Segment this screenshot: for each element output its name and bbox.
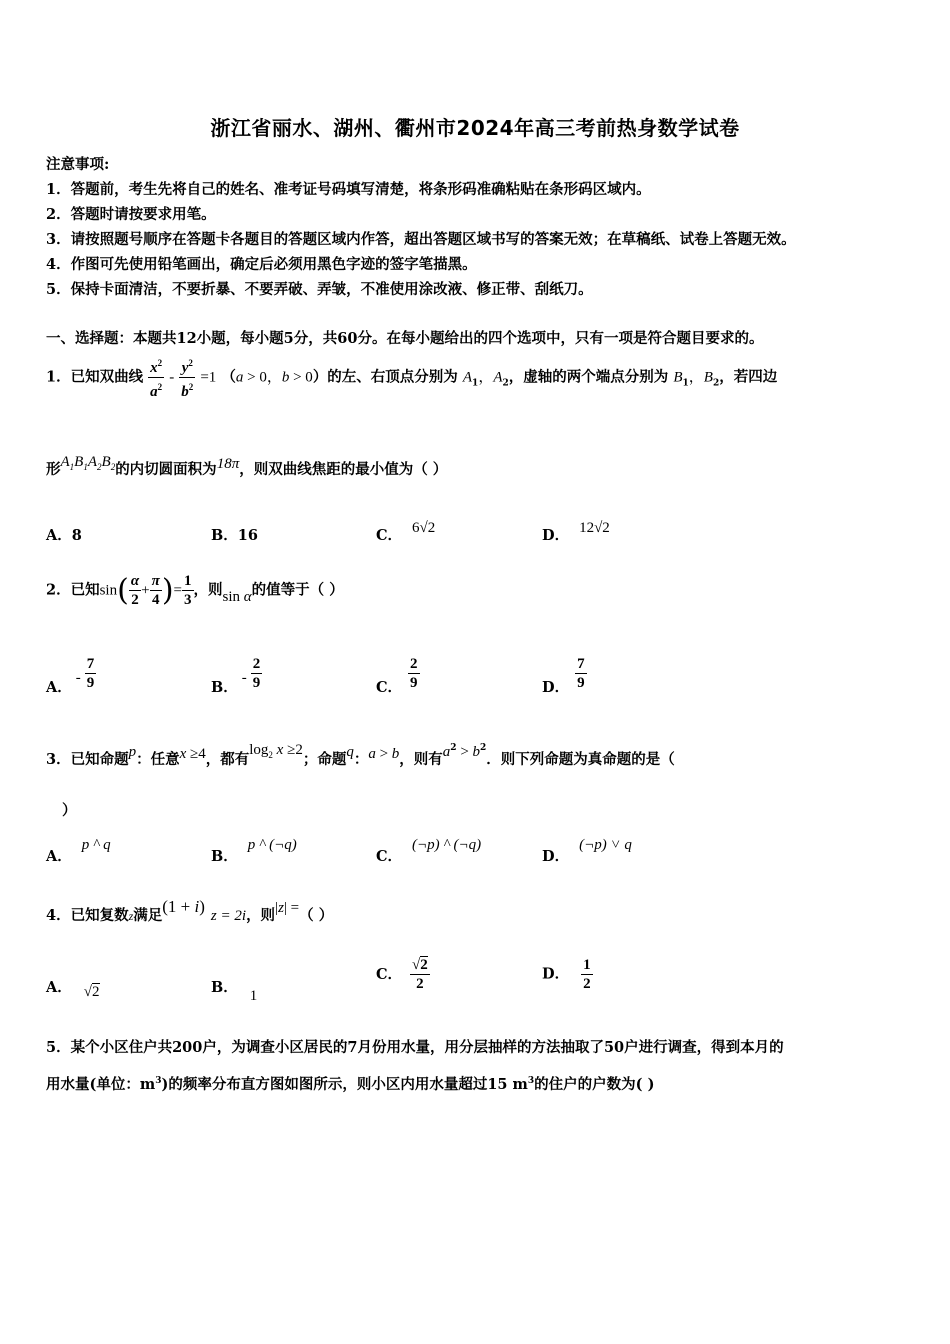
q4-equation: z = 2i bbox=[210, 908, 247, 924]
section-heading: 一、选择题：本题共12小题，每小题5分，共60分。在每小题给出的四个选项中，只有一项是符合题目要求的。 bbox=[46, 330, 764, 347]
q4-option-d[interactable] bbox=[542, 956, 593, 993]
option-value: p ^ (¬q) bbox=[247, 837, 297, 853]
option-label: D． bbox=[542, 848, 570, 865]
option-den: 9 bbox=[86, 675, 95, 691]
option-label: C． bbox=[376, 527, 403, 544]
q1-area: 18π bbox=[216, 456, 240, 472]
question-5-line-2 bbox=[46, 1073, 654, 1094]
option-value: 8 bbox=[71, 527, 82, 544]
option-num: 2 bbox=[410, 656, 418, 672]
notice-item-2: 2．答题时请按要求用笔。 bbox=[46, 206, 216, 223]
q3-text-1: 3．已知命题 bbox=[46, 751, 129, 768]
q1-option-d[interactable] bbox=[542, 520, 610, 545]
option-label: A． bbox=[46, 678, 72, 696]
question-5-line-1: 5．某个小区住户共200户，为调查小区居民的7月份用水量，用分层抽样的方法抽取了50户进行调查，得到本月的 bbox=[46, 1039, 784, 1056]
q3-option-d[interactable] bbox=[542, 837, 632, 866]
option-label: C． bbox=[376, 965, 403, 983]
option-den: 9 bbox=[577, 675, 585, 691]
question-1-line-2: 形$A_1B_1A_2B_2$的内切圆面积为18π，则双曲线焦距的最小值为（ ） bbox=[46, 454, 448, 478]
option-den: 9 bbox=[410, 675, 418, 691]
q1-frac-y: $\frac{y^2}{b^2}$ bbox=[179, 354, 195, 401]
option-value: 16 bbox=[237, 527, 258, 544]
q2-option-a[interactable] bbox=[46, 655, 96, 696]
question-3-line-1: 3．已知命题p：任意x ≥4，都有$\log_2 x \ge 2$；命题q：a > b，则有$a^2 > b^2$．则下列命题为真命题的是（ bbox=[46, 742, 675, 768]
q1-text-4: ，虚轴的两个端点分别为 bbox=[508, 368, 669, 386]
notice-item-3: 3．请按照题号顺序在答题卡各题目的答题区域内作答，超出答题区域书写的答案无效；在草稿纸、试卷上答题无效。 bbox=[46, 231, 796, 248]
q4-option-b[interactable] bbox=[211, 976, 258, 1004]
option-label: D． bbox=[542, 678, 570, 696]
q2-option-b[interactable] bbox=[211, 655, 262, 696]
option-label: D． bbox=[542, 965, 570, 983]
q3-text-5: ： bbox=[353, 751, 369, 768]
q5-text-c: 的住户的户数为( ) bbox=[534, 1076, 655, 1093]
q3-option-b[interactable] bbox=[211, 837, 297, 866]
q1-text-2: （ bbox=[221, 368, 236, 386]
q1-option-b[interactable] bbox=[211, 524, 258, 545]
option-label: B． bbox=[211, 678, 238, 696]
question-3-line-2: ） bbox=[62, 802, 77, 819]
q1-text-1: 1．已知双曲线 bbox=[46, 368, 144, 386]
q4-text-4: （ ） bbox=[299, 907, 334, 924]
q3-text-2: ：任意 bbox=[136, 751, 180, 768]
option-num: 7 bbox=[577, 656, 585, 672]
option-num: 7 bbox=[86, 656, 95, 672]
q2-text-2: ，则 bbox=[193, 581, 223, 599]
q4-option-a[interactable]: A． √2 bbox=[46, 979, 100, 1000]
option-value: (¬p) ˅ q bbox=[579, 837, 632, 853]
q1-text-7: 的内切圆面积为 bbox=[115, 461, 217, 478]
q1-text-6: 形 bbox=[46, 461, 61, 478]
option-num: 2 bbox=[252, 656, 261, 672]
option-label: A． bbox=[46, 527, 72, 544]
option-den: 2 bbox=[583, 976, 591, 992]
q1-text-8: ，则双曲线焦距的最小值为（ ） bbox=[239, 461, 448, 478]
question-2: 2．已知sin( $\frac{\alpha}{2}$ + $\frac{\pi}{4}$ )= $\frac{1}{3}$ ，则sin α的值等于（ ） bbox=[46, 573, 344, 608]
notice-item-1: 1．答题前，考生先将自己的姓名、准考证号码填写清楚，将条形码准确粘贴在条形码区域内。 bbox=[46, 181, 651, 198]
q4-option-c[interactable]: C． $\frac{√2}{2}$ bbox=[376, 957, 428, 992]
q5-sup-2: 3 bbox=[527, 1076, 535, 1087]
option-label: C． bbox=[376, 678, 403, 696]
q5-sup-1: 3 bbox=[155, 1076, 162, 1087]
option-label: A． bbox=[46, 979, 72, 996]
q4-text-3: ，则 bbox=[246, 907, 276, 924]
option-num: 1 bbox=[583, 957, 591, 973]
notice-item-4: 4．作图可先使用铅笔画出，确定后必须用黑色字迹的签字笔描黑。 bbox=[46, 256, 477, 273]
q2-text-3: 的值等于（ ） bbox=[251, 581, 344, 599]
q1-option-c[interactable] bbox=[376, 520, 436, 545]
notice-item-5: 5．保持卡面清洁，不要折暴、不要弄破、弄皱，不准使用涂改液、修正带、刮纸刀。 bbox=[46, 281, 593, 298]
option-value: p ^ q bbox=[81, 837, 111, 853]
option-label: C． bbox=[376, 848, 403, 865]
q3-text-7: ．则下列命题为真命题的是（ bbox=[486, 751, 675, 768]
q3-text-4: ；命题 bbox=[302, 751, 347, 768]
option-label: D． bbox=[542, 527, 570, 544]
question-4: 4．已知复数z满足(1 + i) z = 2i，则|z| =（ ） bbox=[46, 897, 334, 924]
q4-text-1: 4．已知复数 bbox=[46, 907, 129, 924]
option-label: B． bbox=[211, 527, 238, 544]
q5-text-b: )的频率分布直方图如图所示，则小区内用水量超过15 m bbox=[161, 1076, 528, 1093]
option-label: B． bbox=[211, 848, 238, 865]
q1-frac-x: $\frac{x^2}{a^2}$ bbox=[148, 354, 164, 401]
option-label: A． bbox=[46, 848, 72, 865]
option-label: B． bbox=[211, 979, 238, 996]
option-sign: - bbox=[75, 669, 81, 686]
q1-option-a[interactable] bbox=[46, 524, 82, 545]
option-value: 1 bbox=[249, 988, 258, 1004]
q3-text-6: ，则有 bbox=[399, 751, 443, 768]
q5-text-a: 用水量(单位：m bbox=[46, 1076, 156, 1093]
notice-heading: 注意事项: bbox=[46, 156, 110, 173]
option-den: 9 bbox=[252, 675, 261, 691]
option-sign: - bbox=[241, 669, 247, 686]
q2-text-1: 2．已知 bbox=[46, 581, 100, 599]
q3-option-a[interactable] bbox=[46, 837, 111, 866]
question-1-line-1: 1．已知双曲线 $\frac{x^2}{a^2}$ - $\frac{y^2}{b^2}$ =1 （a > 0，b > 0）的左、右顶点分别为 $A_1$，$A_2$，虚轴的两个端点分别为 $B_1$，$B_2$，若四边 bbox=[46, 354, 777, 401]
option-value: 12√2 bbox=[579, 520, 610, 536]
q3-text-3: ，都有 bbox=[205, 751, 250, 768]
option-value: 6√2 bbox=[412, 520, 436, 536]
q3-option-c[interactable] bbox=[376, 837, 482, 866]
q1-text-3: ）的左、右顶点分别为 bbox=[312, 368, 458, 386]
q2-option-d[interactable] bbox=[542, 655, 587, 696]
option-value: (¬p) ^ (¬q) bbox=[412, 837, 482, 853]
q4-text-2: 满足 bbox=[133, 907, 163, 924]
q2-option-c[interactable] bbox=[376, 655, 420, 696]
q1-text-5: ，若四边 bbox=[719, 368, 778, 386]
page-title: 浙江省丽水、湖州、衢州市2024年高三考前热身数学试卷 bbox=[210, 116, 740, 140]
